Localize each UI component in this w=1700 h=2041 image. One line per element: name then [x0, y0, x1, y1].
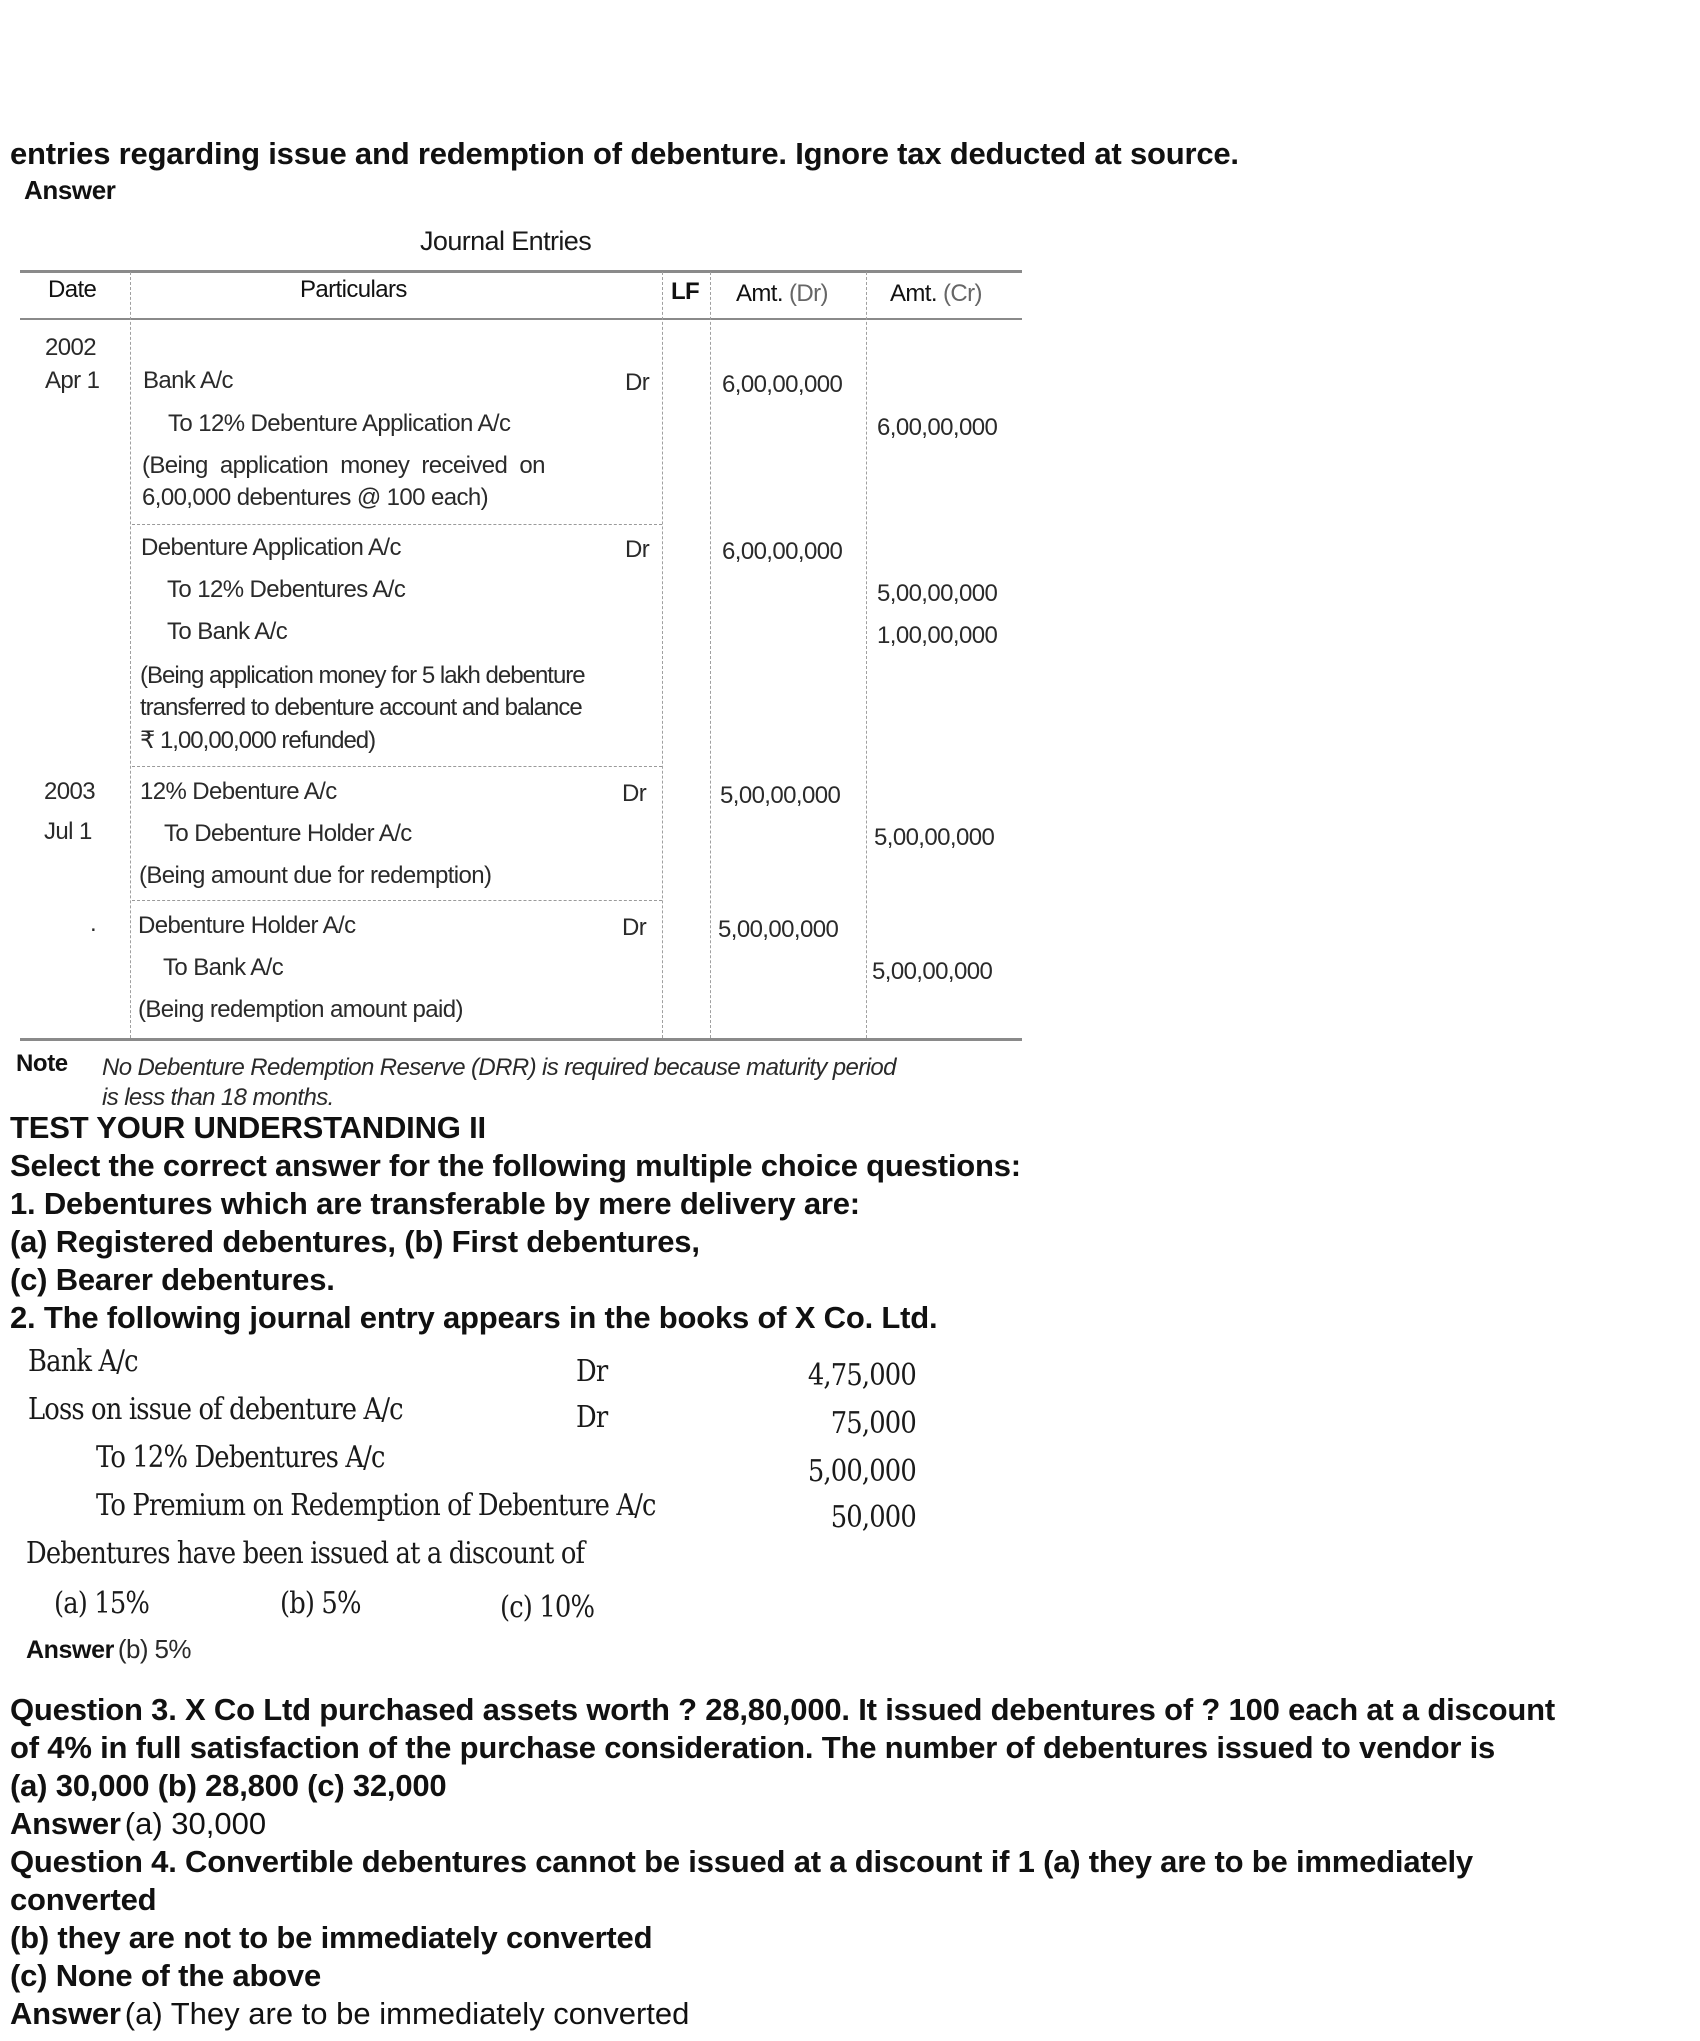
credit-account: To 12% Debentures A/c: [167, 576, 406, 603]
answer-value: (a) 30,000: [124, 1806, 267, 1841]
answer-label: Answer: [26, 1636, 114, 1664]
answer-value: (a) They are to be immediately converted: [124, 1996, 690, 2031]
q2-answer: [26, 1634, 191, 1665]
option-b: (b) 5%: [280, 1586, 361, 1621]
question-options: (a) Registered debentures, (b) First debentures,: [10, 1224, 700, 1259]
intro-text: entries regarding issue and redemption of debenture. Ignore tax deducted at source.: [10, 136, 1239, 171]
debit-amount: 5,00,00,000: [718, 916, 839, 943]
entry-account: Loss on issue of debenture A/c: [28, 1392, 403, 1427]
answer-label: Answer: [10, 1806, 121, 1841]
dr-marker: Dr: [625, 369, 650, 396]
header-lf: LF: [671, 278, 700, 305]
note-text: No Debenture Redemption Reserve (DRR) is required because maturity period: [102, 1054, 896, 1081]
entry-day: Jul 1: [44, 818, 92, 845]
credit-account: To Bank A/c: [163, 954, 284, 981]
question-options: (c) Bearer debentures.: [10, 1262, 335, 1297]
question-options: (a) 30,000 (b) 28,800 (c) 32,000: [10, 1768, 447, 1803]
debit-account: 12% Debenture A/c: [140, 778, 337, 805]
narration-line: (Being redemption amount paid): [138, 996, 463, 1023]
option-b: (b) they are not to be immediately converted: [10, 1920, 653, 1955]
instruction-text: Select the correct answer for the following multiple choice questions:: [10, 1148, 1021, 1183]
dr-marker: Dr: [576, 1400, 608, 1435]
entry-account: To 12% Debentures A/c: [96, 1440, 385, 1475]
credit-amount: 1,00,00,000: [877, 622, 998, 649]
header-amt-cr-suffix: (Cr): [943, 280, 982, 307]
narration-line: transferred to debenture account and balance: [140, 694, 582, 721]
credit-account: To 12% Debenture Application A/c: [168, 410, 511, 437]
column-divider: [866, 272, 867, 1038]
dr-marker: Dr: [625, 536, 650, 563]
option-a: (a) 15%: [54, 1586, 150, 1621]
option-c: (c) 10%: [500, 1590, 595, 1625]
question-text: converted: [10, 1882, 157, 1917]
narration-line: (Being application money received on: [142, 452, 545, 479]
credit-account: To Bank A/c: [167, 618, 288, 645]
header-bottom-border: [20, 318, 1022, 320]
note-text: is less than 18 months.: [102, 1084, 334, 1111]
question-text: Question 4. Convertible debentures cannot be issued at a discount if 1 (a) they are to be immediately: [10, 1844, 1473, 1879]
narration-line: (Being application money for 5 lakh debenture: [140, 662, 585, 689]
credit-amount: 6,00,00,000: [877, 414, 998, 441]
header-amt-dr: [736, 280, 828, 308]
question-text: of 4% in full satisfaction of the purchase consideration. The number of debentures issued to vendor is: [10, 1730, 1496, 1765]
table-top-border: [20, 270, 1022, 273]
table-bottom-border: [20, 1038, 1022, 1041]
entry-amount: 50,000: [830, 1500, 916, 1535]
header-particulars: Particulars: [300, 276, 407, 303]
header-amt-dr-suffix: (Dr): [789, 280, 828, 307]
header-amt-dr-label: Amt.: [736, 280, 783, 307]
narration-line: 6,00,000 debentures @ 100 each): [142, 484, 489, 511]
credit-amount: 5,00,00,000: [874, 824, 995, 851]
narration-line: (Being amount due for redemption): [139, 862, 492, 889]
q3-answer: [10, 1806, 266, 1842]
debit-account: Bank A/c: [143, 367, 233, 394]
question-statement: Debentures have been issued at a discount of: [26, 1536, 585, 1571]
dr-marker: Dr: [576, 1354, 608, 1389]
entry-divider: [132, 766, 662, 767]
credit-amount: 5,00,00,000: [877, 580, 998, 607]
header-amt-cr: [890, 280, 982, 308]
entry-amount: 4,75,000: [807, 1358, 916, 1393]
entry-day: Apr 1: [45, 367, 100, 394]
debit-amount: 5,00,00,000: [720, 782, 841, 809]
answer-value: (b) 5%: [117, 1634, 191, 1664]
question-text: Question 3. X Co Ltd purchased assets worth ? 28,80,000. It issued debentures of ? 100 each at a discount: [10, 1692, 1555, 1727]
dr-marker: Dr: [622, 914, 647, 941]
entry-amount: 5,00,000: [807, 1454, 916, 1489]
header-date: Date: [48, 276, 97, 303]
entry-amount: 75,000: [830, 1406, 916, 1441]
question-text: 2. The following journal entry appears in the books of X Co. Ltd.: [10, 1300, 938, 1335]
column-divider: [130, 272, 131, 1038]
debit-amount: 6,00,00,000: [722, 371, 843, 398]
header-amt-cr-label: Amt.: [890, 280, 937, 307]
debit-account: Debenture Application A/c: [141, 534, 401, 561]
question-text: 1. Debentures which are transferable by mere delivery are:: [10, 1186, 860, 1221]
entry-year: 2003: [44, 778, 95, 805]
note-label: Note: [16, 1050, 68, 1077]
debit-amount: 6,00,00,000: [722, 538, 843, 565]
section-heading: TEST YOUR UNDERSTANDING II: [10, 1110, 486, 1145]
dr-marker: Dr: [622, 780, 647, 807]
narration-line: ₹ 1,00,00,000 refunded): [140, 727, 376, 754]
answer-label: Answer: [24, 175, 116, 205]
column-divider: [662, 272, 663, 1038]
entry-year: 2002: [45, 334, 96, 361]
journal-title: Journal Entries: [420, 226, 592, 256]
entry-year: .: [90, 910, 97, 937]
credit-account: To Debenture Holder A/c: [164, 820, 412, 847]
column-divider: [710, 272, 711, 1038]
option-c: (c) None of the above: [10, 1958, 321, 1993]
answer-label: Answer: [10, 1996, 121, 2031]
entry-divider: [132, 900, 662, 901]
credit-amount: 5,00,00,000: [872, 958, 993, 985]
q4-answer: [10, 1996, 689, 2032]
debit-account: Debenture Holder A/c: [138, 912, 356, 939]
entry-account: To Premium on Redemption of Debenture A/c: [96, 1488, 656, 1523]
entry-divider: [132, 524, 662, 525]
entry-account: Bank A/c: [28, 1344, 138, 1379]
